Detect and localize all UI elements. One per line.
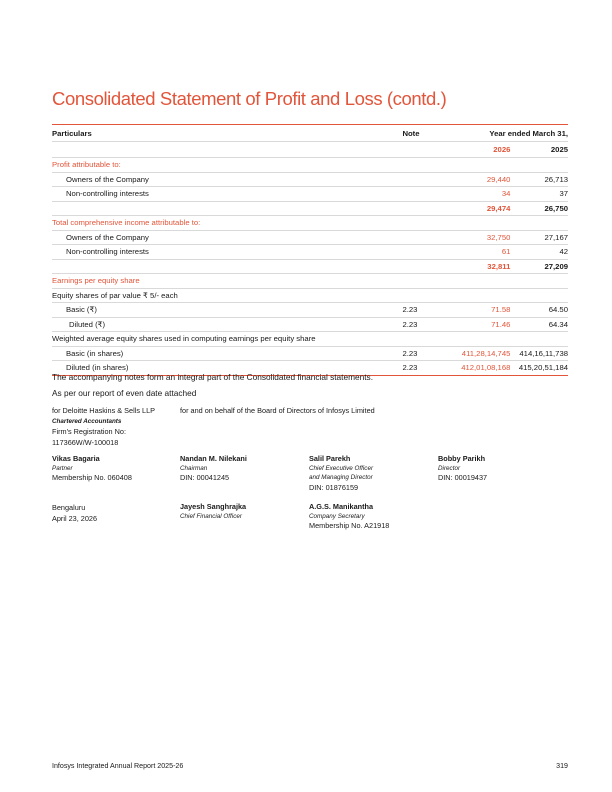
- place-date: Bengaluru April 23, 2026: [52, 503, 98, 523]
- year-2026: 2026: [451, 142, 510, 158]
- table-row-total: 29,474 26,750: [52, 201, 568, 216]
- table-row: Non-controlling interests 34 37: [52, 187, 568, 202]
- header-particulars: Particulars: [52, 125, 402, 142]
- table-row: Owners of the Company 32,750 27,167: [52, 230, 568, 245]
- signatory-bobby: Bobby Parikh Director DIN: 00019437: [438, 454, 488, 483]
- board-line: for and on behalf of the Board of Directors of Infosys Limited: [180, 406, 375, 415]
- signatory-vikas: Vikas Bagaria Partner Membership No. 060408: [52, 454, 132, 483]
- signatory-salil: Salil Parekh Chief Executive Officer and Managing Director DIN: 01876159: [309, 454, 374, 492]
- signatory-nandan: Nandan M. Nilekani Chairman DIN: 00041245: [180, 454, 247, 483]
- signatory-ags: A.G.S. Manikantha Company Secretary Membership No. A21918: [309, 502, 390, 531]
- table-row: Basic (₹) 2.23 71.58 64.50: [52, 303, 568, 318]
- notes-line: The accompanying notes form an integral part of the Consolidated financial statements.: [52, 372, 373, 382]
- table-row: Equity shares of par value ₹ 5/- each: [52, 288, 568, 303]
- notes-block: [52, 369, 373, 401]
- page-number: 319: [556, 762, 568, 770]
- page-title: Consolidated Statement of Profit and Loss (contd.): [52, 88, 447, 109]
- footer-report-title: Infosys Integrated Annual Report 2025-26: [52, 762, 184, 770]
- auditor-block: for Deloitte Haskins & Sells LLP Chartered Accountants Firm's Registration No: 117366W/W-100018: [52, 406, 156, 447]
- profit-loss-table: [52, 124, 568, 376]
- table-years-row: [52, 142, 568, 158]
- table-row: Basic (in shares) 2.23 411,28,14,745 414,16,11,738: [52, 346, 568, 361]
- year-2025: 2025: [510, 142, 568, 158]
- table-row: Weighted average equity shares used in computing earnings per equity share: [52, 332, 568, 347]
- table-row: Profit attributable to:: [52, 158, 568, 173]
- header-period: Year ended March 31,: [451, 125, 568, 142]
- signatory-jayesh: Jayesh Sanghrajka Chief Financial Officer: [180, 502, 247, 520]
- table-row: Diluted (₹) 2.23 71.46 64.34: [52, 317, 568, 332]
- table-row: Non-controlling interests 61 42: [52, 245, 568, 260]
- table-row: Total comprehensive income attributable to:: [52, 216, 568, 231]
- notes-line: As per our report of even date attached: [52, 388, 197, 398]
- table-row: Owners of the Company 29,440 26,713: [52, 172, 568, 187]
- table-row-total: 32,811 27,209: [52, 259, 568, 274]
- table-header-row: [52, 125, 568, 142]
- table-row: Diluted (in shares) 2.23 412,01,08,168 415,20,51,184: [52, 361, 568, 376]
- header-note: Note: [402, 125, 450, 142]
- table-row: Earnings per equity share: [52, 274, 568, 289]
